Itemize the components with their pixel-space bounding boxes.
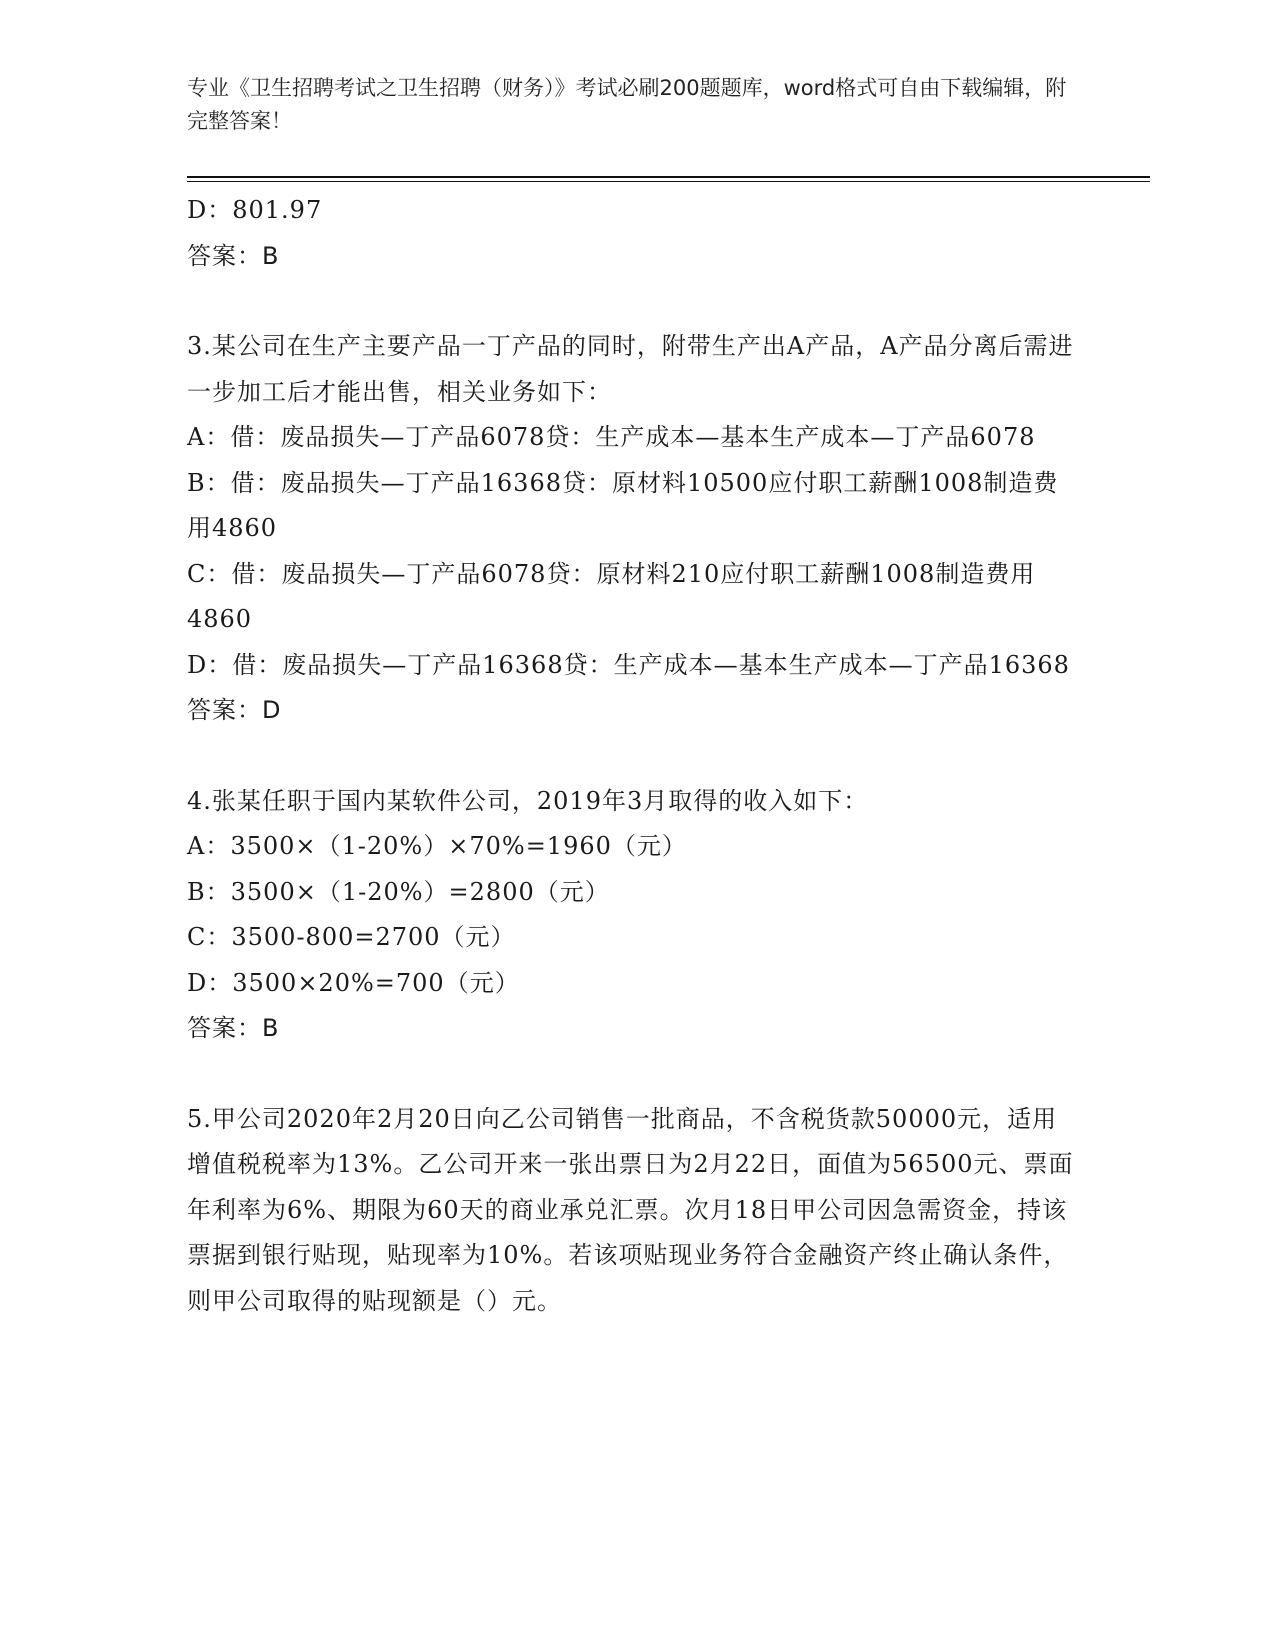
document-body bbox=[187, 188, 1077, 1324]
q3-option-d: D：借：废品损失—丁产品16368贷：生产成本—基本生产成本—丁产品16368 bbox=[187, 650, 1070, 679]
q3-option-c: C：借：废品损失—丁产品6078贷：原材料210应付职工薪酬1008制造费用4860 bbox=[187, 559, 1036, 633]
q4-option-b: B：3500×（1-20%）=2800（元） bbox=[187, 877, 610, 906]
header-rule-thick bbox=[187, 176, 1150, 178]
q4-option-a: A：3500×（1-20%）×70%=1960（元） bbox=[187, 832, 687, 860]
q2-answer: 答案：B bbox=[187, 241, 280, 270]
q5-stem: 5.甲公司2020年2月20日向乙公司销售一批商品，不含税货款50000元，适用增值税税率为13%。乙公司开来一张出票日为2月22日，面值为56500元、票面年利率为6%、期限为60天的商业承兑汇票。次月18日甲公司因急需资金，持该票据到银行贴现，贴现率为10%。若该项贴现业务符合金融资产终止确认条件，则甲公司取得的贴现额是（）元。 bbox=[187, 1104, 1074, 1315]
q4-option-d: D：3500×20%=700（元） bbox=[187, 968, 520, 997]
question-2-tail bbox=[187, 188, 1077, 279]
spacer bbox=[187, 734, 1077, 779]
q3-option-b: B：借：废品损失—丁产品16368贷：原材料10500应付职工薪酬1008制造费用4860 bbox=[187, 468, 1059, 542]
q4-answer: 答案：B bbox=[187, 1014, 280, 1042]
question-3 bbox=[187, 324, 1077, 734]
q3-answer: 答案：D bbox=[187, 696, 282, 724]
header-rule-thin bbox=[187, 181, 1150, 182]
q3-stem: 3.某公司在生产主要产品一丁产品的同时，附带生产出A产品，A产品分离后需进一步加工后才能出售，相关业务如下： bbox=[187, 332, 1074, 406]
spacer bbox=[187, 279, 1077, 324]
document-header bbox=[187, 72, 1067, 138]
q4-stem: 4.张某任职于国内某软件公司，2019年3月取得的收入如下： bbox=[187, 786, 869, 815]
q4-option-c: C：3500-800=2700（元） bbox=[187, 923, 516, 951]
spacer bbox=[187, 1052, 1077, 1097]
header-title: 专业《卫生招聘考试之卫生招聘（财务）》考试必刷200题题库，word格式可自由下载编辑，附完整答案！ bbox=[187, 76, 1067, 133]
q3-option-a: A：借：废品损失—丁产品6078贷：生产成本—基本生产成本—丁产品6078 bbox=[187, 423, 1036, 451]
q2-option-d: D：801.97 bbox=[187, 196, 323, 224]
question-5 bbox=[187, 1097, 1077, 1325]
question-4 bbox=[187, 779, 1077, 1052]
